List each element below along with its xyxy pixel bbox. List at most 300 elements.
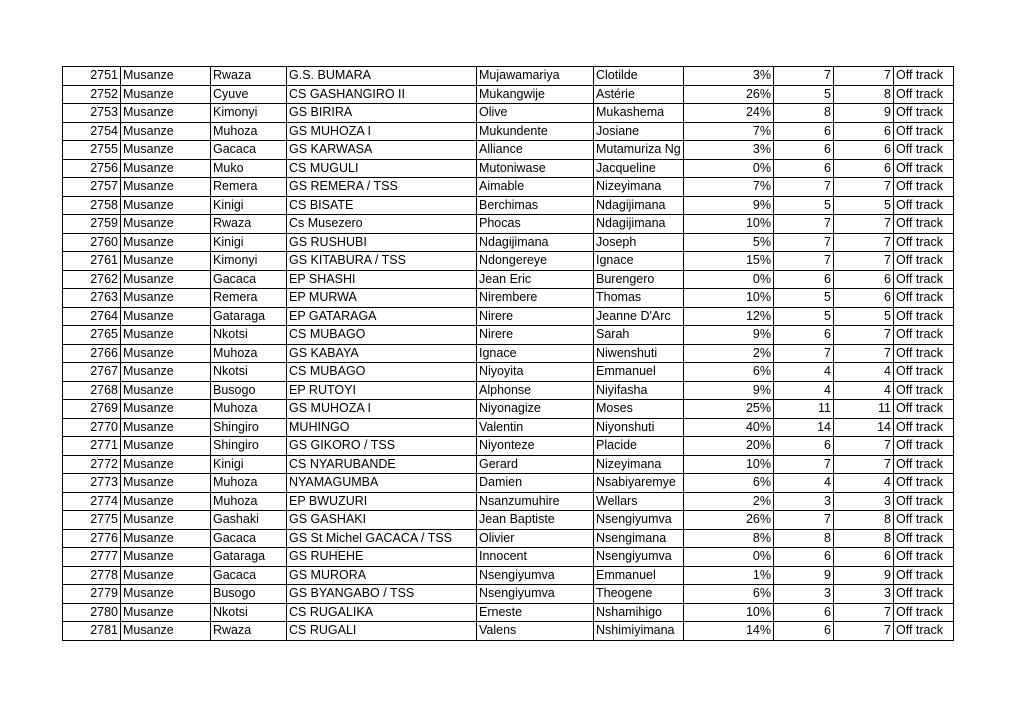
percent-cell: 1% <box>684 566 774 585</box>
sector-cell: Remera <box>211 289 287 308</box>
table-row <box>63 363 954 382</box>
district-cell: Musanze <box>121 289 211 308</box>
school-cell: CS MUBAGO <box>287 363 477 382</box>
name-cell: Alphonse <box>477 381 594 400</box>
row-id-cell: 2766 <box>63 344 121 363</box>
value-a-cell: 7 <box>774 215 834 234</box>
school-cell: CS MUBAGO <box>287 326 477 345</box>
sector-cell: Gashaki <box>211 511 287 530</box>
table-row <box>63 196 954 215</box>
sector-cell: Gacaca <box>211 270 287 289</box>
value-a-cell: 5 <box>774 289 834 308</box>
percent-cell: 3% <box>684 141 774 160</box>
value-b-cell: 7 <box>834 252 894 271</box>
school-cell: GS BIRIRA <box>287 104 477 123</box>
school-cell: NYAMAGUMBA <box>287 474 477 493</box>
row-id-cell: 2776 <box>63 529 121 548</box>
district-cell: Musanze <box>121 548 211 567</box>
value-a-cell: 7 <box>774 511 834 530</box>
sector-cell: Kimonyi <box>211 252 287 271</box>
sector-cell: Gataraga <box>211 548 287 567</box>
name-cell: Ndongereye <box>477 252 594 271</box>
value-a-cell: 7 <box>774 233 834 252</box>
name-cell: Jean Baptiste <box>477 511 594 530</box>
sector-cell: Kimonyi <box>211 104 287 123</box>
value-a-cell: 7 <box>774 178 834 197</box>
surname-cell: Nshamihigo <box>594 603 684 622</box>
school-cell: CS RUGALI <box>287 622 477 641</box>
surname-cell: Niyonshuti <box>594 418 684 437</box>
table-row <box>63 215 954 234</box>
status-cell: Off track <box>894 529 954 548</box>
row-id-cell: 2781 <box>63 622 121 641</box>
surname-cell: Nsengiyumva <box>594 511 684 530</box>
table-row <box>63 603 954 622</box>
district-cell: Musanze <box>121 215 211 234</box>
name-cell: Aimable <box>477 178 594 197</box>
row-id-cell: 2752 <box>63 85 121 104</box>
name-cell: Jean Eric <box>477 270 594 289</box>
school-cell: Cs Musezero <box>287 215 477 234</box>
surname-cell: Mukashema <box>594 104 684 123</box>
table-row <box>63 141 954 160</box>
surname-cell: Astérie <box>594 85 684 104</box>
value-b-cell: 8 <box>834 529 894 548</box>
table-row <box>63 270 954 289</box>
value-a-cell: 14 <box>774 418 834 437</box>
status-cell: Off track <box>894 141 954 160</box>
sector-cell: Kinigi <box>211 196 287 215</box>
value-a-cell: 5 <box>774 307 834 326</box>
table-row <box>63 511 954 530</box>
district-cell: Musanze <box>121 233 211 252</box>
status-cell: Off track <box>894 363 954 382</box>
school-cell: GS BYANGABO / TSS <box>287 585 477 604</box>
district-cell: Musanze <box>121 141 211 160</box>
status-cell: Off track <box>894 159 954 178</box>
district-cell: Musanze <box>121 474 211 493</box>
value-a-cell: 3 <box>774 492 834 511</box>
table-row <box>63 529 954 548</box>
district-cell: Musanze <box>121 196 211 215</box>
sector-cell: Busogo <box>211 381 287 400</box>
name-cell: Erneste <box>477 603 594 622</box>
school-cell: G.S. BUMARA <box>287 67 477 86</box>
table-row <box>63 437 954 456</box>
sector-cell: Kinigi <box>211 455 287 474</box>
table-body <box>63 67 954 641</box>
value-a-cell: 8 <box>774 529 834 548</box>
school-cell: GS MURORA <box>287 566 477 585</box>
status-cell: Off track <box>894 196 954 215</box>
district-cell: Musanze <box>121 67 211 86</box>
school-cell: GS MUHOZA I <box>287 400 477 419</box>
school-cell: EP MURWA <box>287 289 477 308</box>
value-a-cell: 8 <box>774 104 834 123</box>
value-b-cell: 7 <box>834 455 894 474</box>
row-id-cell: 2774 <box>63 492 121 511</box>
district-cell: Musanze <box>121 381 211 400</box>
row-id-cell: 2768 <box>63 381 121 400</box>
name-cell: Phocas <box>477 215 594 234</box>
percent-cell: 9% <box>684 381 774 400</box>
value-a-cell: 6 <box>774 437 834 456</box>
sector-cell: Rwaza <box>211 67 287 86</box>
district-cell: Musanze <box>121 307 211 326</box>
status-cell: Off track <box>894 289 954 308</box>
sector-cell: Rwaza <box>211 622 287 641</box>
name-cell: Niyoyita <box>477 363 594 382</box>
table-row <box>63 474 954 493</box>
status-cell: Off track <box>894 215 954 234</box>
percent-cell: 6% <box>684 474 774 493</box>
surname-cell: Nizeyimana <box>594 455 684 474</box>
value-b-cell: 7 <box>834 215 894 234</box>
surname-cell: Ignace <box>594 252 684 271</box>
status-cell: Off track <box>894 585 954 604</box>
name-cell: Nsengiyumva <box>477 585 594 604</box>
value-a-cell: 6 <box>774 603 834 622</box>
status-cell: Off track <box>894 307 954 326</box>
surname-cell: Wellars <box>594 492 684 511</box>
row-id-cell: 2767 <box>63 363 121 382</box>
row-id-cell: 2751 <box>63 67 121 86</box>
value-b-cell: 7 <box>834 344 894 363</box>
percent-cell: 10% <box>684 455 774 474</box>
value-b-cell: 8 <box>834 85 894 104</box>
table-row <box>63 566 954 585</box>
surname-cell: Nizeyimana <box>594 178 684 197</box>
row-id-cell: 2763 <box>63 289 121 308</box>
percent-cell: 12% <box>684 307 774 326</box>
row-id-cell: 2756 <box>63 159 121 178</box>
surname-cell: Nshimiyimana <box>594 622 684 641</box>
value-b-cell: 6 <box>834 289 894 308</box>
percent-cell: 9% <box>684 196 774 215</box>
surname-cell: Jacqueline <box>594 159 684 178</box>
percent-cell: 15% <box>684 252 774 271</box>
value-b-cell: 4 <box>834 363 894 382</box>
value-a-cell: 6 <box>774 548 834 567</box>
row-id-cell: 2777 <box>63 548 121 567</box>
row-id-cell: 2778 <box>63 566 121 585</box>
value-b-cell: 14 <box>834 418 894 437</box>
school-cell: EP SHASHI <box>287 270 477 289</box>
percent-cell: 10% <box>684 215 774 234</box>
sector-cell: Kinigi <box>211 233 287 252</box>
value-a-cell: 7 <box>774 67 834 86</box>
surname-cell: Nsengimana <box>594 529 684 548</box>
value-b-cell: 7 <box>834 67 894 86</box>
value-a-cell: 4 <box>774 474 834 493</box>
name-cell: Berchimas <box>477 196 594 215</box>
surname-cell: Moses <box>594 400 684 419</box>
table-row <box>63 67 954 86</box>
percent-cell: 24% <box>684 104 774 123</box>
status-cell: Off track <box>894 400 954 419</box>
school-cell: CS RUGALIKA <box>287 603 477 622</box>
status-cell: Off track <box>894 344 954 363</box>
name-cell: Nsanzumuhire <box>477 492 594 511</box>
school-cell: GS GASHAKI <box>287 511 477 530</box>
row-id-cell: 2759 <box>63 215 121 234</box>
table-row <box>63 289 954 308</box>
surname-cell: Mutamuriza Ng <box>594 141 684 160</box>
surname-cell: Emmanuel <box>594 363 684 382</box>
school-cell: GS St Michel GACACA / TSS <box>287 529 477 548</box>
row-id-cell: 2754 <box>63 122 121 141</box>
school-cell: GS KABAYA <box>287 344 477 363</box>
table-row <box>63 252 954 271</box>
district-cell: Musanze <box>121 437 211 456</box>
value-b-cell: 6 <box>834 141 894 160</box>
percent-cell: 26% <box>684 511 774 530</box>
district-cell: Musanze <box>121 418 211 437</box>
status-cell: Off track <box>894 233 954 252</box>
value-a-cell: 3 <box>774 585 834 604</box>
district-cell: Musanze <box>121 326 211 345</box>
name-cell: Nirere <box>477 326 594 345</box>
district-cell: Musanze <box>121 252 211 271</box>
status-cell: Off track <box>894 122 954 141</box>
name-cell: Gerard <box>477 455 594 474</box>
district-cell: Musanze <box>121 159 211 178</box>
row-id-cell: 2770 <box>63 418 121 437</box>
value-a-cell: 7 <box>774 455 834 474</box>
name-cell: Mukundente <box>477 122 594 141</box>
status-cell: Off track <box>894 492 954 511</box>
school-cell: GS REMERA / TSS <box>287 178 477 197</box>
value-b-cell: 5 <box>834 196 894 215</box>
name-cell: Valens <box>477 622 594 641</box>
sector-cell: Gacaca <box>211 566 287 585</box>
value-a-cell: 6 <box>774 270 834 289</box>
name-cell: Mujawamariya <box>477 67 594 86</box>
name-cell: Ignace <box>477 344 594 363</box>
value-b-cell: 7 <box>834 178 894 197</box>
value-b-cell: 7 <box>834 233 894 252</box>
surname-cell: Burengero <box>594 270 684 289</box>
value-b-cell: 6 <box>834 270 894 289</box>
percent-cell: 20% <box>684 437 774 456</box>
name-cell: Mukangwije <box>477 85 594 104</box>
table-row <box>63 159 954 178</box>
percent-cell: 6% <box>684 585 774 604</box>
district-cell: Musanze <box>121 400 211 419</box>
district-cell: Musanze <box>121 270 211 289</box>
value-a-cell: 7 <box>774 252 834 271</box>
name-cell: Nirere <box>477 307 594 326</box>
percent-cell: 10% <box>684 603 774 622</box>
sector-cell: Nkotsi <box>211 363 287 382</box>
status-cell: Off track <box>894 566 954 585</box>
value-b-cell: 7 <box>834 603 894 622</box>
row-id-cell: 2772 <box>63 455 121 474</box>
percent-cell: 26% <box>684 85 774 104</box>
value-b-cell: 3 <box>834 585 894 604</box>
surname-cell: Emmanuel <box>594 566 684 585</box>
school-cell: EP RUTOYI <box>287 381 477 400</box>
percent-cell: 2% <box>684 492 774 511</box>
school-cell: CS MUGULI <box>287 159 477 178</box>
row-id-cell: 2771 <box>63 437 121 456</box>
status-cell: Off track <box>894 474 954 493</box>
school-cell: GS KARWASA <box>287 141 477 160</box>
name-cell: Damien <box>477 474 594 493</box>
school-cell: GS MUHOZA I <box>287 122 477 141</box>
status-cell: Off track <box>894 437 954 456</box>
sector-cell: Muko <box>211 159 287 178</box>
value-b-cell: 11 <box>834 400 894 419</box>
status-cell: Off track <box>894 622 954 641</box>
row-id-cell: 2761 <box>63 252 121 271</box>
value-a-cell: 5 <box>774 85 834 104</box>
sector-cell: Muhoza <box>211 122 287 141</box>
percent-cell: 2% <box>684 344 774 363</box>
name-cell: Olive <box>477 104 594 123</box>
row-id-cell: 2758 <box>63 196 121 215</box>
value-a-cell: 6 <box>774 326 834 345</box>
value-a-cell: 9 <box>774 566 834 585</box>
sector-cell: Gataraga <box>211 307 287 326</box>
value-b-cell: 3 <box>834 492 894 511</box>
percent-cell: 8% <box>684 529 774 548</box>
status-cell: Off track <box>894 104 954 123</box>
school-cell: EP GATARAGA <box>287 307 477 326</box>
surname-cell: Clotilde <box>594 67 684 86</box>
sector-cell: Remera <box>211 178 287 197</box>
sector-cell: Nkotsi <box>211 603 287 622</box>
value-b-cell: 7 <box>834 326 894 345</box>
percent-cell: 7% <box>684 178 774 197</box>
status-cell: Off track <box>894 178 954 197</box>
spreadsheet-page <box>62 66 954 641</box>
status-cell: Off track <box>894 418 954 437</box>
value-b-cell: 7 <box>834 437 894 456</box>
sector-cell: Shingiro <box>211 418 287 437</box>
row-id-cell: 2780 <box>63 603 121 622</box>
value-a-cell: 6 <box>774 141 834 160</box>
row-id-cell: 2762 <box>63 270 121 289</box>
district-cell: Musanze <box>121 603 211 622</box>
sector-cell: Muhoza <box>211 474 287 493</box>
surname-cell: Niwenshuti <box>594 344 684 363</box>
percent-cell: 0% <box>684 548 774 567</box>
school-cell: GS KITABURA / TSS <box>287 252 477 271</box>
district-cell: Musanze <box>121 344 211 363</box>
district-cell: Musanze <box>121 178 211 197</box>
percent-cell: 25% <box>684 400 774 419</box>
name-cell: Innocent <box>477 548 594 567</box>
surname-cell: Ndagijimana <box>594 215 684 234</box>
district-cell: Musanze <box>121 492 211 511</box>
percent-cell: 10% <box>684 289 774 308</box>
table-row <box>63 85 954 104</box>
sector-cell: Muhoza <box>211 400 287 419</box>
row-id-cell: 2765 <box>63 326 121 345</box>
value-a-cell: 6 <box>774 159 834 178</box>
school-cell: CS GASHANGIRO II <box>287 85 477 104</box>
sector-cell: Gacaca <box>211 141 287 160</box>
surname-cell: Ndagijimana <box>594 196 684 215</box>
row-id-cell: 2764 <box>63 307 121 326</box>
percent-cell: 0% <box>684 270 774 289</box>
table-row <box>63 418 954 437</box>
value-b-cell: 6 <box>834 548 894 567</box>
row-id-cell: 2773 <box>63 474 121 493</box>
percent-cell: 9% <box>684 326 774 345</box>
status-cell: Off track <box>894 511 954 530</box>
name-cell: Olivier <box>477 529 594 548</box>
district-cell: Musanze <box>121 363 211 382</box>
value-b-cell: 6 <box>834 159 894 178</box>
name-cell: Alliance <box>477 141 594 160</box>
surname-cell: Theogene <box>594 585 684 604</box>
value-b-cell: 8 <box>834 511 894 530</box>
name-cell: Valentin <box>477 418 594 437</box>
value-a-cell: 7 <box>774 344 834 363</box>
name-cell: Ndagijimana <box>477 233 594 252</box>
table-row <box>63 104 954 123</box>
district-cell: Musanze <box>121 122 211 141</box>
status-cell: Off track <box>894 252 954 271</box>
row-id-cell: 2769 <box>63 400 121 419</box>
sector-cell: Busogo <box>211 585 287 604</box>
value-b-cell: 7 <box>834 622 894 641</box>
surname-cell: Niyifasha <box>594 381 684 400</box>
school-cell: GS GIKORO / TSS <box>287 437 477 456</box>
value-b-cell: 9 <box>834 566 894 585</box>
value-a-cell: 6 <box>774 122 834 141</box>
row-id-cell: 2760 <box>63 233 121 252</box>
sector-cell: Gacaca <box>211 529 287 548</box>
name-cell: Nirembere <box>477 289 594 308</box>
row-id-cell: 2755 <box>63 141 121 160</box>
school-cell: CS BISATE <box>287 196 477 215</box>
table-row <box>63 233 954 252</box>
table-row <box>63 492 954 511</box>
district-cell: Musanze <box>121 566 211 585</box>
surname-cell: Jeanne D'Arc <box>594 307 684 326</box>
table-row <box>63 178 954 197</box>
surname-cell: Josiane <box>594 122 684 141</box>
district-cell: Musanze <box>121 104 211 123</box>
status-cell: Off track <box>894 455 954 474</box>
row-id-cell: 2753 <box>63 104 121 123</box>
table-row <box>63 344 954 363</box>
district-cell: Musanze <box>121 455 211 474</box>
school-cell: GS RUHEHE <box>287 548 477 567</box>
surname-cell: Nsengiyumva <box>594 548 684 567</box>
value-a-cell: 4 <box>774 381 834 400</box>
name-cell: Niyonagize <box>477 400 594 419</box>
percent-cell: 14% <box>684 622 774 641</box>
sector-cell: Rwaza <box>211 215 287 234</box>
sector-cell: Muhoza <box>211 492 287 511</box>
value-b-cell: 5 <box>834 307 894 326</box>
data-table <box>62 66 954 641</box>
surname-cell: Placide <box>594 437 684 456</box>
row-id-cell: 2779 <box>63 585 121 604</box>
percent-cell: 0% <box>684 159 774 178</box>
percent-cell: 6% <box>684 363 774 382</box>
district-cell: Musanze <box>121 585 211 604</box>
school-cell: CS NYARUBANDE <box>287 455 477 474</box>
percent-cell: 7% <box>684 122 774 141</box>
value-b-cell: 4 <box>834 474 894 493</box>
row-id-cell: 2757 <box>63 178 121 197</box>
district-cell: Musanze <box>121 85 211 104</box>
